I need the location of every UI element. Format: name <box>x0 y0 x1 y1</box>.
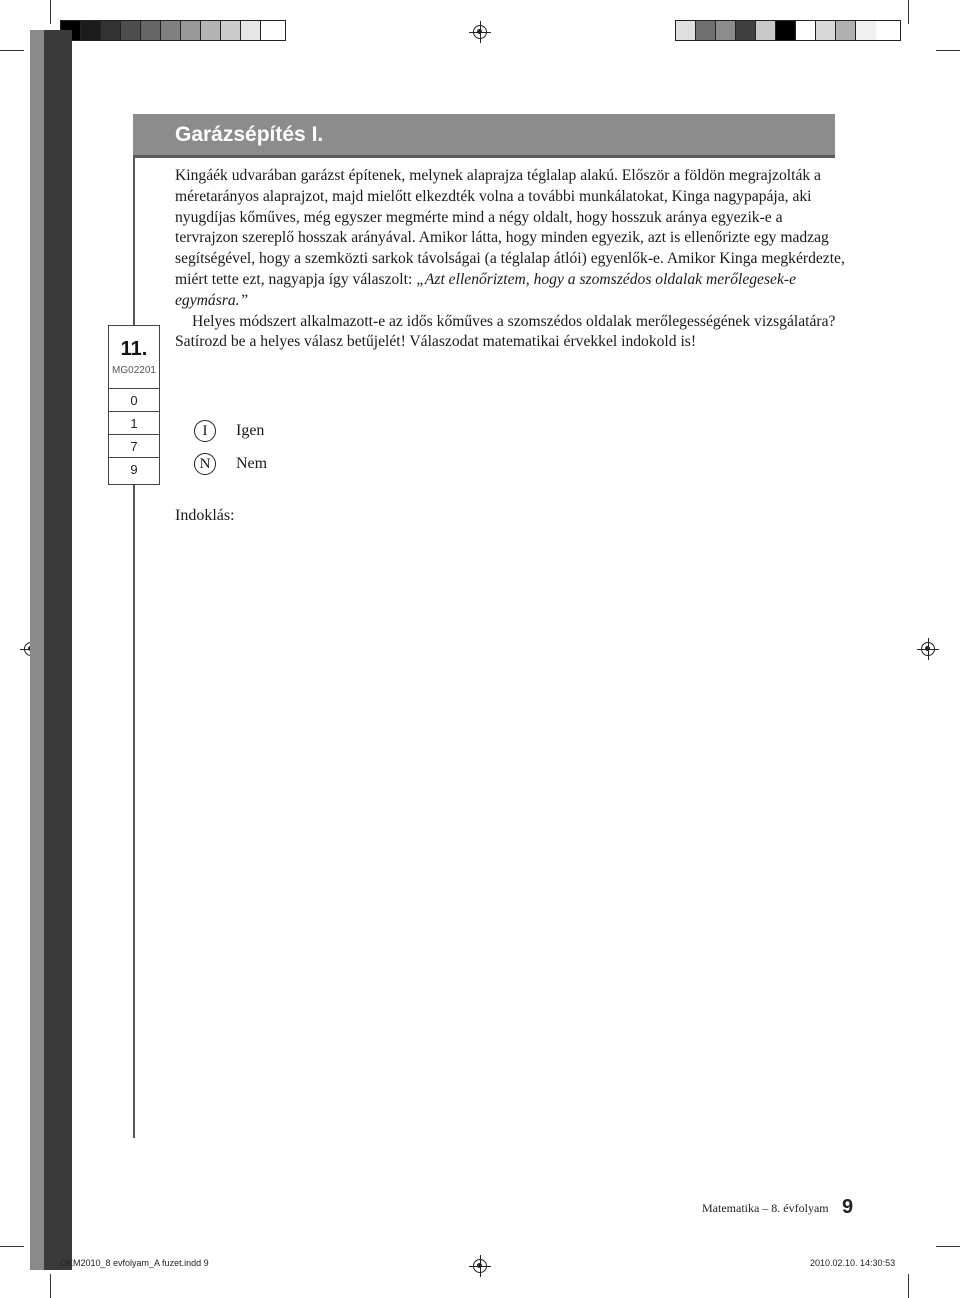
crop-mark <box>936 50 960 51</box>
color-swatch <box>101 21 121 40</box>
page-title: Garázsépítés I. <box>175 123 324 146</box>
score-codes <box>109 388 159 481</box>
registration-mark-icon <box>921 642 935 656</box>
page-spine-highlight <box>30 30 44 1270</box>
color-swatch <box>81 21 101 40</box>
color-swatch <box>816 21 836 40</box>
color-calibration-bar-right <box>675 20 901 41</box>
color-swatch <box>776 21 796 40</box>
crop-mark <box>0 1246 24 1247</box>
slug-filename: OKM2010_8 evfolyam_A fuzet.indd 9 <box>60 1258 209 1268</box>
crop-mark <box>908 0 909 24</box>
color-swatch <box>856 21 876 40</box>
color-swatch <box>736 21 756 40</box>
score-code: 1 <box>109 412 159 435</box>
crop-mark <box>50 0 51 24</box>
color-swatch <box>201 21 221 40</box>
option-label: Igen <box>236 422 265 439</box>
title-bar <box>133 114 835 158</box>
question-paragraph: Kingáék udvarában garázst építenek, melynek alaprajza téglalap alakú. Először a földön megrajzolták a méretarányos alaprajzot, majd mielőtt elkezdték volna a további munkálatokat, Kinga nagypapája, aki nyugdíjas kőműves, még egyszer megmérte mind a négy oldalt, hogy hosszuk aránya egyezik-e a tervrajzon szereplő hosszak arányával. Amikor látta, hogy minden egyezik, azt is ellenőrizte egy madzag segítségével, hogy a szemközti sarkok távolságai (a téglalap átlói) egyenlők-e. Amikor Kinga megkérdezte, miért tette ezt, nagyapja így válaszolt: <box>175 167 845 288</box>
score-code: 7 <box>109 435 159 458</box>
color-swatch <box>676 21 696 40</box>
slug-datetime: 2010.02.10. 14:30:53 <box>810 1258 896 1268</box>
question-prompt: Helyes módszert alkalmazott-e az idős kőműves a szomszédos oldalak merőlegességének vizsgálatára? Satírozd be a helyes válasz betűjelét! Válaszodat matematikai érvekkel indokold is! <box>175 312 836 351</box>
quote: „Azt ellenőriztem, hogy a szomszédos oldalak merőlegesek-e egymásra.” <box>175 270 797 309</box>
option-label: Nem <box>236 455 268 472</box>
justification-label: Indoklás: <box>175 507 235 524</box>
score-code: 9 <box>130 462 138 477</box>
question-text <box>175 166 845 353</box>
color-calibration-bar-left <box>60 20 286 41</box>
margin-rule <box>133 158 135 1138</box>
score-code: 0 <box>109 389 159 412</box>
color-swatch <box>121 21 141 40</box>
color-swatch <box>756 21 776 40</box>
color-swatch <box>716 21 736 40</box>
color-swatch <box>181 21 201 40</box>
crop-mark <box>936 1246 960 1247</box>
crop-mark <box>50 1274 51 1298</box>
option-letter-circle[interactable]: I <box>194 420 216 442</box>
color-swatch <box>241 21 261 40</box>
crop-mark <box>908 1274 909 1298</box>
footer-subject: Matematika – 8. évfolyam <box>702 1201 829 1215</box>
color-swatch <box>836 21 856 40</box>
question-code: MG02201 <box>112 365 156 376</box>
answer-option-nem[interactable] <box>194 453 268 475</box>
registration-mark-icon <box>473 1259 487 1273</box>
color-swatch <box>796 21 816 40</box>
color-swatch <box>696 21 716 40</box>
color-swatch <box>221 21 241 40</box>
question-number: 11. <box>120 338 148 360</box>
answer-option-igen[interactable] <box>194 420 265 442</box>
question-number-box <box>108 325 160 485</box>
option-letter-circle[interactable]: N <box>194 453 216 475</box>
crop-mark <box>0 50 24 51</box>
color-swatch <box>261 21 281 40</box>
registration-mark-icon <box>473 25 487 39</box>
color-swatch <box>161 21 181 40</box>
page-number: 9 <box>842 1196 854 1218</box>
color-swatch <box>141 21 161 40</box>
